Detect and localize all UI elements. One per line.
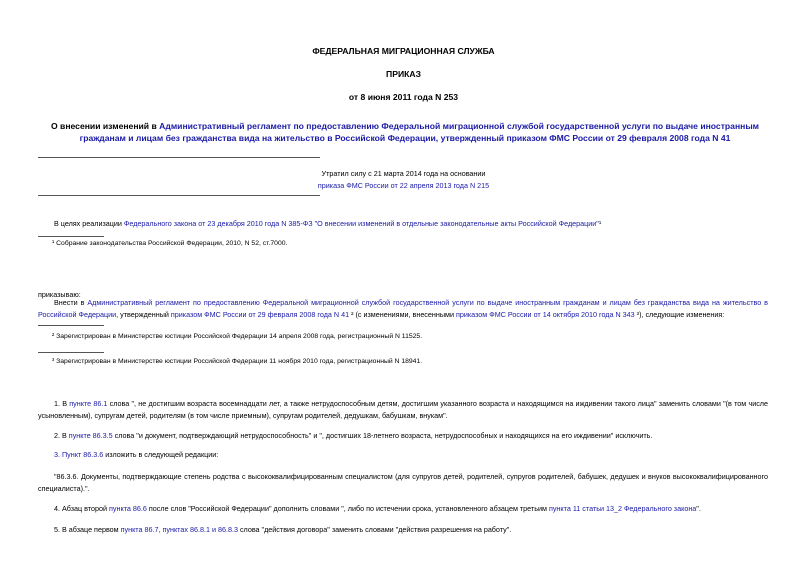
footnote-marker: ¹	[598, 219, 602, 228]
footnote-marker: ²	[349, 309, 356, 319]
item-link[interactable]: пункте 86.1	[69, 399, 108, 408]
order-343-link[interactable]: приказом ФМС России от 14 октября 2010 года N 343	[455, 309, 635, 319]
item-text: изложить в следующей редакции:	[103, 450, 219, 459]
item-text: 5. В абзаце первом	[54, 525, 121, 534]
list-item	[38, 503, 768, 515]
footnote-2: ² Зарегистрирован в Министерстве юстиции Российской Федерации 14 апреля 2008 года, регистрационный N 11525.	[52, 333, 423, 340]
item-text: 2. В	[54, 431, 69, 440]
order-word: приказываю:	[38, 290, 81, 299]
date-number-heading: от 8 июня 2011 года N 253	[348, 92, 459, 102]
item-link[interactable]: пункте 86.3.5	[68, 431, 113, 440]
footnote-1: ¹ Собрание законодательства Российской Федерации, 2010, N 52, ст.7000.	[52, 240, 288, 247]
list-item	[38, 524, 768, 536]
list-item	[38, 398, 768, 421]
order-text: ), следующие изменения:	[639, 309, 725, 319]
status-link[interactable]: приказа ФМС России от 22 апреля 2013 года N 215	[317, 181, 490, 190]
footnote-divider	[38, 236, 104, 237]
title-prefix: О внесении изменений в	[50, 121, 160, 131]
order-paragraph	[38, 297, 768, 320]
doc-type-heading: ПРИКАЗ	[386, 69, 421, 79]
item-link[interactable]: пункта 11 статьи 13_2 Федерального закона	[548, 504, 697, 513]
document-title	[30, 121, 780, 144]
preamble-law-link[interactable]: Федерального закона от 23 декабря 2010 года N 385-ФЗ "О внесении изменений в отдельные законодательные акты Российской Федерации"	[123, 219, 599, 228]
divider	[38, 195, 320, 196]
preamble-prefix: В целях реализации	[54, 219, 124, 228]
list-item	[38, 449, 768, 461]
footnote-divider	[38, 352, 104, 353]
divider	[38, 157, 320, 158]
item-text: после слов "Российской Федерации" дополнить словами ", либо по истечении срока, установленного абзацем третьим	[146, 504, 549, 513]
title-link[interactable]: Административный регламент по предоставлению Федеральной миграционной службой государственной услуги по выдаче иностранным гражданам и лицам без гражданства вида на жительство в Российской Федерации, утвержденный приказом ФМС России от 29 февраля 2008 года N 41	[79, 121, 760, 143]
item-text: ".	[696, 504, 701, 513]
footnote-3: ³ Зарегистрирован в Министерстве юстиции Российской Федерации 11 ноября 2010 года, регистрационный N 18941.	[52, 358, 423, 365]
order-text: , утвержденный	[116, 309, 171, 319]
item-link[interactable]: пункта 86.6	[109, 504, 147, 513]
item-text: слова "и документ, подтверждающий нетрудоспособность" и ", достигших 18-летнего возраста, нетрудоспособных и находящихся на его иждивении" исключить.	[112, 431, 653, 440]
issuer-heading: ФЕДЕРАЛЬНАЯ МИГРАЦИОННАЯ СЛУЖБА	[312, 46, 495, 56]
quoted-text: "86.3.6. Документы, подтверждающие степень родства с высококвалифицированным специалистом (для супругов детей, родителей, супругов родителей, бабушек, дедушек и внуков высококвалифицированного специалиста).".	[38, 472, 768, 493]
regulation-link[interactable]: Административный регламент по предоставлению Федеральной миграционной службой государственной услуги по выдаче иностранным гражданам и лицам без гражданства вида на жительство в Российской Федерации	[38, 298, 768, 319]
order-text: Внести в	[54, 298, 88, 307]
item-text: 4. Абзац второй	[54, 504, 110, 513]
order-text: (с изменениями, внесенными	[355, 309, 456, 319]
item-text: слова ", не достигшим возраста восемнадцати лет, а также нетрудоспособным детям, достигшим указанного возраста и находящимся на иждивении такого лица" заменить словами "(в том числе усыновленным), супругам детей, родителям (в том числе приемным), супругам родителей, дедушкам, бабушкам, внукам".	[38, 399, 769, 420]
footnote-divider	[38, 325, 104, 326]
item-text: 1. В	[54, 399, 70, 408]
footnote-marker: ³	[634, 309, 640, 319]
item-link[interactable]: пункта 86.7, пунктах 86.8.1 и 86.8.3	[120, 525, 238, 534]
item-link[interactable]: 3. Пункт 86.3.6	[54, 450, 104, 459]
item-text: слова "действия договора" заменить словами "действия разрешения на работу".	[237, 525, 512, 534]
list-item	[38, 430, 768, 442]
order-41-link[interactable]: приказом ФМС России от 29 февраля 2008 года N 41	[170, 309, 350, 319]
preamble	[38, 218, 768, 230]
status-line: Утратил силу с 21 марта 2014 года на основании	[321, 169, 486, 178]
